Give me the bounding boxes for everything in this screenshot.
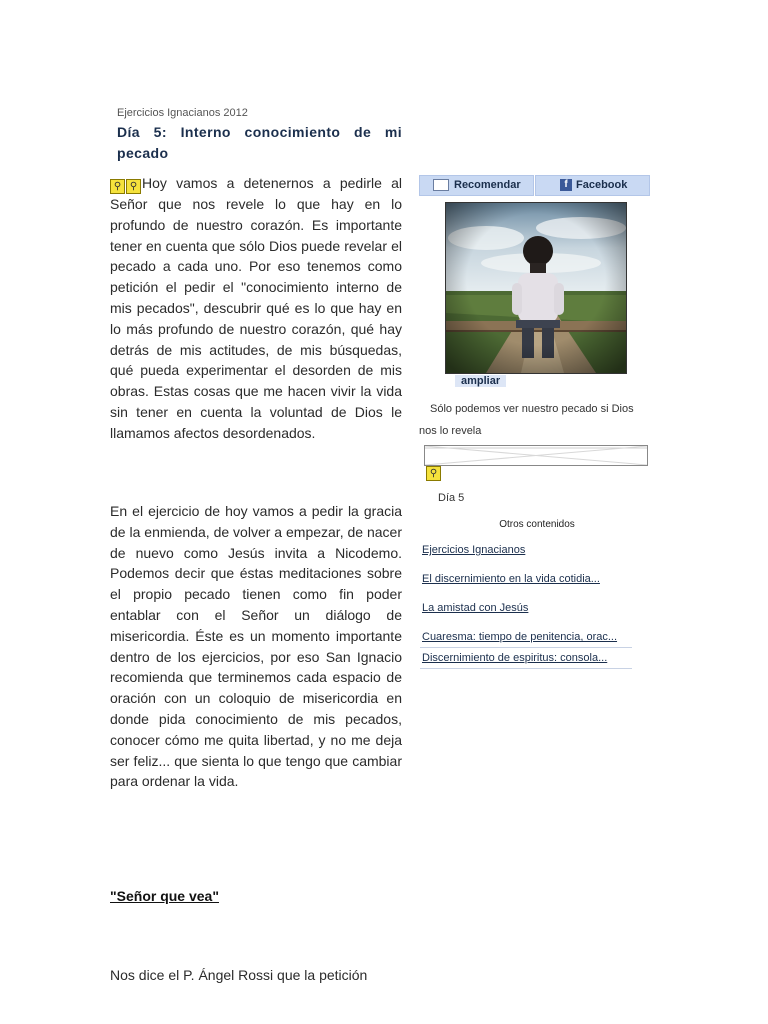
related-divider [420, 668, 632, 669]
photo-caption [419, 398, 651, 442]
related-link-3[interactable]: La amistad con Jesús [422, 602, 529, 614]
related-divider [420, 647, 632, 648]
caption-line-1: Sólo podemos ver nuestro pecado si Dios [430, 403, 634, 415]
broken-image-icon: ⚲ [110, 179, 125, 194]
day-label: Día 5 [438, 492, 465, 504]
article-paragraph-2: En el ejercicio de hoy vamos a pedir la gracia de la enmienda, de volver a empezar, de nacer de nuevo como Jesús invita a Nicodemo. Podemos decir que éstas meditaciones sobre el propio pecado tienen como fin poder entablar con el Señor un diálogo de misericordia. Éste es un momento importante dentro de los ejercicios, por eso San Ignacio recomienda que terminemos cada espacio de oración con un coloquio de misericordia en donde pida conocimiento de mis pecados, conocer cómo me quita libertad, y no me deja ser feliz... que sienta lo que tengo que cambiar para ordenar la vida. [110, 503, 402, 790]
facebook-label: Facebook [576, 179, 628, 191]
related-heading: Otros contenidos [499, 519, 575, 530]
related-link-2[interactable]: El discernimiento en la vida cotidia... [422, 573, 600, 585]
related-link-1[interactable]: Ejercicios Ignacianos [422, 544, 526, 556]
broken-image-placeholder [424, 445, 648, 466]
envelope-icon [433, 179, 449, 191]
recommend-label: Recomendar [454, 179, 521, 191]
broken-image-icon [425, 446, 647, 465]
article-paragraph-1 [110, 173, 402, 444]
related-link-5[interactable]: Discernimiento de espiritus: consola... [422, 652, 608, 664]
facebook-icon: f [560, 179, 572, 191]
article-kicker: Ejercicios Ignacianos 2012 [117, 107, 248, 119]
related-link-4[interactable]: Cuaresma: tiempo de penitencia, orac... [422, 631, 618, 643]
broken-image-icon: ⚲ [126, 179, 141, 194]
article-paragraph-3: Nos dice el P. Ángel Rossi que la petición [110, 967, 368, 983]
caption-line-2: nos lo revela [419, 425, 482, 437]
article-subheading: "Señor que vea" [110, 888, 219, 904]
paragraph-1-text: Hoy vamos a detenernos a pedirle al Señor que nos revele lo que hay en lo profundo de nuestro corazón. Es importante tener en cuenta que sólo Dios puede revelar el pecado a cada uno. Por eso tenemos como petición el pedir el "conocimiento interno de mis pecados", descubrir qué es lo que hay en lo más profundo de nuestro corazón, qué hay detrás de mis actitudes, de mis búsquedas, qué pueda experimentar el desorden de mis obras. Estas cosas que me hacen vivir la vida sin tener en cuenta la voluntad de Dios le llamamos afectos desordenados. [110, 175, 402, 441]
article-title: Día 5: Interno conocimiento de mi pecado [117, 124, 402, 161]
broken-image-icon: ⚲ [426, 466, 441, 481]
recommend-button[interactable] [419, 175, 534, 196]
enlarge-link[interactable]: ampliar [455, 375, 506, 387]
photo-person-on-fence [446, 203, 626, 373]
article-photo[interactable] [445, 202, 627, 374]
facebook-button[interactable] [535, 175, 650, 196]
